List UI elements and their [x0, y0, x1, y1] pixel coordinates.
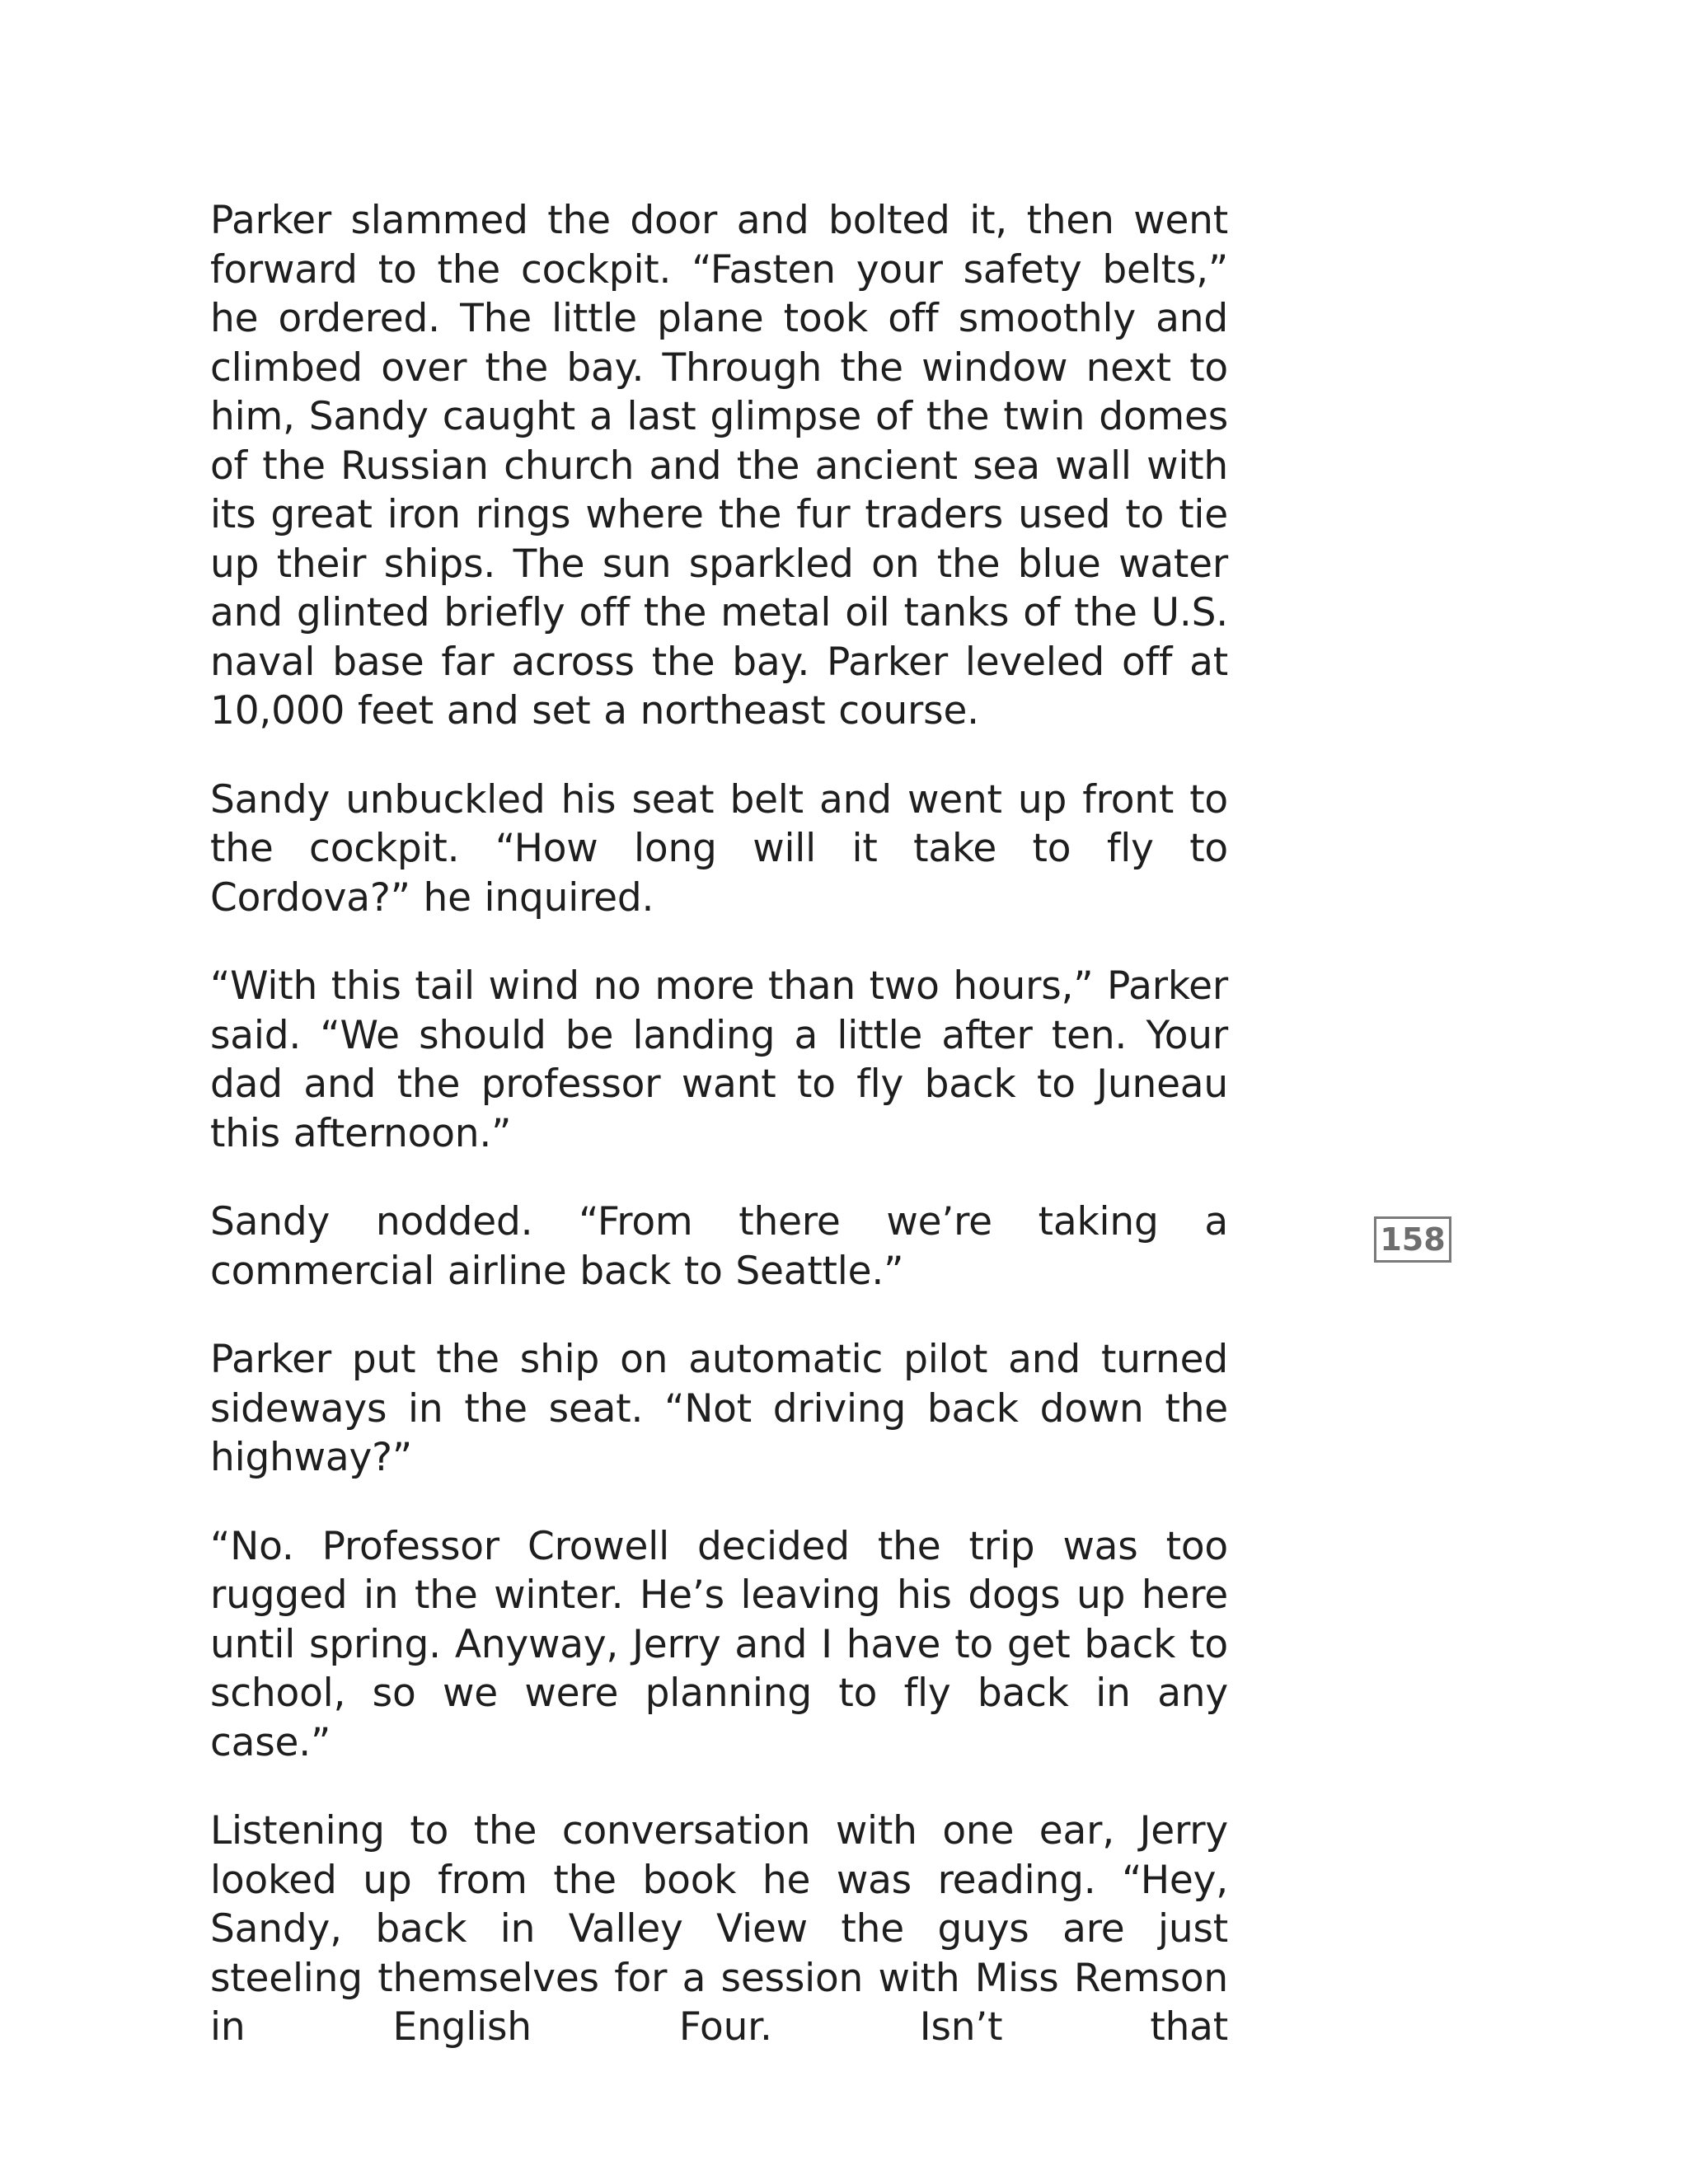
paragraph: Parker slammed the door and bolted it, then went forward to the cockpit. “Fasten your safety belts,” he ordered. The little plane took off smoothly and climbed over the bay. Through the window next to him, Sandy caught a last glimpse of the twin domes of the Russian church and the ancient sea wall with its great iron rings where the fur traders used to tie up their ships. The sun sparkled on the blue water and glinted briefly off the metal oil tanks of the U.S. naval base far across the bay. Parker leveled off at 10,000 feet and set a northeast course. — [210, 198, 1228, 733]
paragraph: Parker put the ship on automatic pilot and turned sideways in the seat. “Not driving back down the highway?” — [210, 1337, 1228, 1480]
paragraph: Sandy nodded. “From there we’re taking a commercial airline back to Seattle.” — [210, 1199, 1228, 1294]
paragraph: “With this tail wind no more than two hours,” Parker said. “We should be landing a little after ten. Your dad and the professor want to fly back to Juneau this afternoon.” — [210, 963, 1228, 1156]
paragraph: Listening to the conversation with one ear, Jerry looked up from the book he was reading. “Hey, Sandy, back in Valley View the guys are just steeling themselves for a session with Miss Remson in English Four. Isn’t that — [210, 1808, 1228, 2050]
page-number-badge: 158 — [1374, 1216, 1451, 1263]
paragraph: Sandy unbuckled his seat belt and went up front to the cockpit. “How long will it take to fly to Cordova?” he inquired. — [210, 776, 1228, 921]
paragraph: “No. Professor Crowell decided the trip was too rugged in the winter. He’s leaving his dogs up here until spring. Anyway, Jerry and I have to get back to school, so we were planning to fly back in any case.” — [210, 1523, 1228, 1765]
body-text — [210, 196, 1228, 2052]
